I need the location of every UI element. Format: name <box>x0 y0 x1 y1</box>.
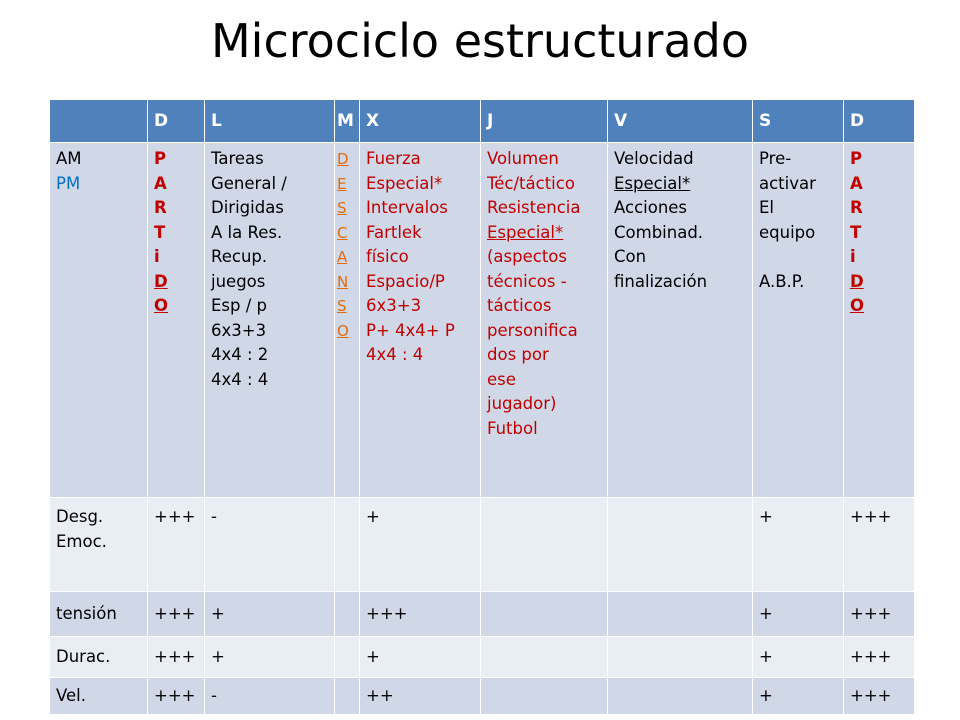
cell-line: P <box>850 149 863 168</box>
cell-line: personifica <box>487 320 578 340</box>
metric-cell: + <box>753 498 844 592</box>
cell-line: T <box>154 222 166 242</box>
metric-cell: ++ <box>360 678 481 715</box>
cell-line: Pre- <box>759 149 792 168</box>
cell-line: Especial* <box>487 222 564 242</box>
cell-line: Especial* <box>366 173 443 193</box>
metric-cell <box>335 637 360 678</box>
cell-line: General / <box>211 173 287 193</box>
pm-label: PM <box>56 173 81 193</box>
metric-cell <box>608 498 753 592</box>
cell-line: 6x3+3 <box>366 296 422 315</box>
metric-cell: +++ <box>360 592 481 637</box>
cell-line: Fuerza <box>366 149 421 168</box>
row-label: tensión <box>56 603 117 623</box>
header-cell-domingo: D <box>148 100 205 143</box>
row-label-cell <box>50 498 148 592</box>
cell-line: Espacio/P <box>366 271 445 291</box>
cell-line: ese <box>487 369 516 389</box>
metric-cell: + <box>753 592 844 637</box>
cell-line: i <box>850 247 856 266</box>
cell-line: técnicos - <box>487 271 567 291</box>
cell-line: N <box>337 272 349 291</box>
microcycle-table <box>49 99 915 715</box>
row-label: Durac. <box>56 646 111 666</box>
metric-cell: + <box>360 637 481 678</box>
metric-cell <box>608 637 753 678</box>
cell-line: activar <box>759 173 816 193</box>
cell-line: D <box>154 271 168 291</box>
cell-line: T <box>850 222 862 242</box>
row-label-cell <box>50 592 148 637</box>
cell-line: juegos <box>211 271 266 291</box>
metric-cell <box>608 678 753 715</box>
row-label: Desg. <box>56 507 104 526</box>
cell-line: R <box>850 198 863 217</box>
cell-line: El <box>759 198 775 217</box>
cell-line: R <box>154 198 167 217</box>
header-cell-corner <box>50 100 148 143</box>
slide-title: Microciclo estructurado <box>210 14 749 68</box>
viernes-tasks-cell <box>608 143 753 498</box>
metric-cell: - <box>205 678 335 715</box>
cell-line: C <box>337 223 348 242</box>
table-row <box>50 498 915 592</box>
metric-cell <box>481 637 608 678</box>
header-row <box>50 100 915 143</box>
cell-line: E <box>337 174 347 193</box>
metric-cell: +++ <box>148 678 205 715</box>
cell-line: D <box>850 271 864 291</box>
cell-line: Tareas <box>211 149 264 168</box>
metric-cell: + <box>753 637 844 678</box>
metric-cell: + <box>360 498 481 592</box>
cell-line: (aspectos <box>487 247 568 266</box>
metric-cell <box>335 498 360 592</box>
cell-line: finalización <box>614 271 708 291</box>
cell-line: Intervalos <box>366 198 448 217</box>
session-label-cell <box>50 143 148 498</box>
metric-cell: - <box>205 498 335 592</box>
metric-cell: +++ <box>148 637 205 678</box>
metric-cell <box>481 498 608 592</box>
header-cell-martes: M <box>335 100 360 143</box>
header-cell-viernes: V <box>608 100 753 143</box>
cell-line: Esp / p <box>211 296 268 315</box>
header-cell-domingo-2: D <box>844 100 915 143</box>
miercoles-tasks-cell <box>360 143 481 498</box>
cell-line: Fartlek <box>366 222 422 242</box>
cell-line: D <box>337 150 349 168</box>
table-row <box>50 678 915 715</box>
lunes-tasks-cell <box>205 143 335 498</box>
metric-cell: + <box>205 592 335 637</box>
cell-line: Especial* <box>614 173 691 193</box>
metric-cell: +++ <box>844 637 915 678</box>
jueves-tasks-cell <box>481 143 608 498</box>
row-label-cell <box>50 678 148 715</box>
row-label: Emoc. <box>56 531 107 551</box>
cell-line: 4x4 : 2 <box>211 345 269 364</box>
metric-cell <box>481 592 608 637</box>
cell-line: O <box>154 296 169 315</box>
cell-line: Futbol <box>487 418 538 438</box>
table-row <box>50 637 915 678</box>
metric-cell <box>335 678 360 715</box>
header-cell-lunes: L <box>205 100 335 143</box>
cell-line: Recup. <box>211 247 268 266</box>
cell-line: Dirigidas <box>211 198 284 217</box>
row-label: Vel. <box>56 685 86 705</box>
cell-line: i <box>154 247 160 266</box>
metric-cell: +++ <box>844 592 915 637</box>
cell-line: jugador) <box>487 394 557 413</box>
metric-cell <box>608 592 753 637</box>
cell-line: O <box>337 321 349 340</box>
cell-line: 4x4 : 4 <box>366 345 424 364</box>
cell-line: A.B.P. <box>759 271 805 291</box>
cell-line: P <box>154 149 167 168</box>
cell-line: Volumen <box>487 149 559 168</box>
cell-line: Con <box>614 247 647 266</box>
cell-line <box>759 245 843 270</box>
partido-cell-1 <box>148 143 205 498</box>
metric-cell: +++ <box>844 498 915 592</box>
metric-cell: + <box>753 678 844 715</box>
header-cell-miercoles: X <box>360 100 481 143</box>
cell-line: 6x3+3 <box>211 320 267 340</box>
metric-cell: +++ <box>844 678 915 715</box>
header-cell-sabado: S <box>753 100 844 143</box>
metric-cell <box>335 592 360 637</box>
cell-line: Velocidad <box>614 149 694 168</box>
metric-cell: + <box>205 637 335 678</box>
cell-line: Acciones <box>614 198 688 217</box>
partido-cell-2 <box>844 143 915 498</box>
row-label-cell <box>50 637 148 678</box>
cell-line: dos por <box>487 345 549 364</box>
cell-line: A la Res. <box>211 222 283 242</box>
cell-line: tácticos <box>487 296 552 315</box>
cell-line: físico <box>366 247 409 266</box>
cell-line: Resistencia <box>487 198 581 217</box>
descanso-cell <box>335 143 360 498</box>
am-label: AM <box>56 149 82 168</box>
cell-line: S <box>337 199 347 217</box>
cell-line: equipo <box>759 222 816 242</box>
cell-line: A <box>850 173 863 193</box>
cell-line: A <box>154 173 167 193</box>
metric-cell <box>481 678 608 715</box>
sabado-tasks-cell <box>753 143 844 498</box>
cell-line: 4x4 : 4 <box>211 369 269 389</box>
metric-cell: +++ <box>148 498 205 592</box>
table-row <box>50 592 915 637</box>
cell-line: Combinad. <box>614 222 704 242</box>
cell-line: O <box>850 296 865 315</box>
cell-line: A <box>337 248 348 266</box>
metric-cell: +++ <box>148 592 205 637</box>
header-cell-jueves: J <box>481 100 608 143</box>
cell-line: S <box>337 297 347 315</box>
cell-line: P+ 4x4+ P <box>366 320 455 340</box>
cell-line: Téc/táctico <box>487 173 575 193</box>
sessions-row <box>50 143 915 498</box>
